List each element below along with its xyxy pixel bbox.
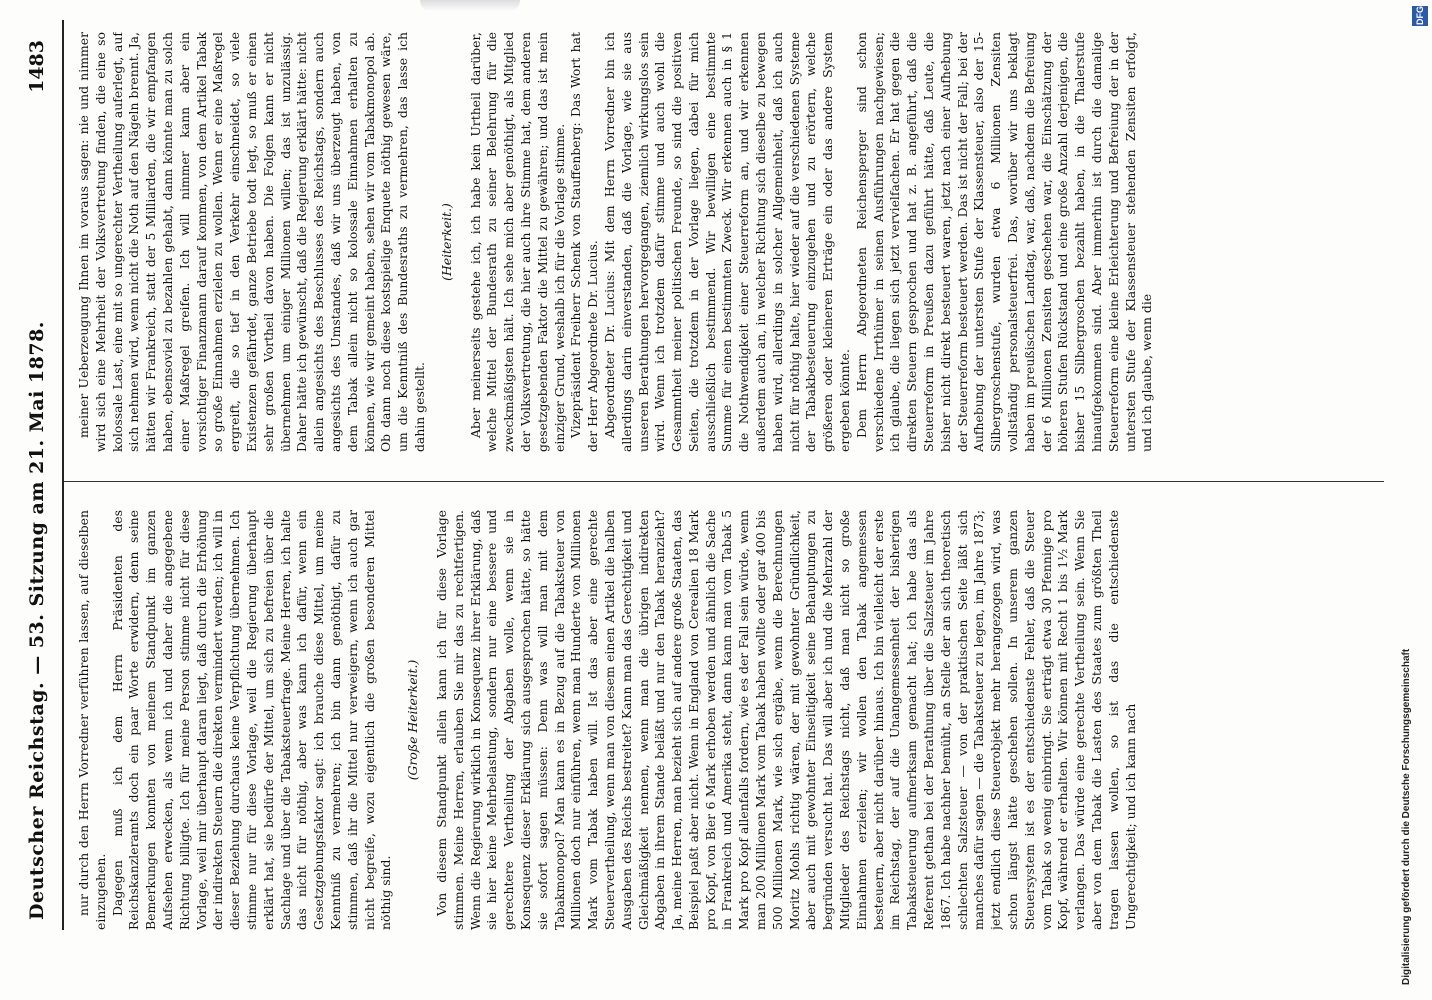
right-column xyxy=(76,32,1386,452)
header-title: Deutscher Reichstag. — 53. Sitzung am 21. Mai 1878. xyxy=(26,321,48,920)
left-paragraph-1: nur durch den Herrn Vorredner verführen lassen, auf dieselben einzugehen. xyxy=(76,510,108,930)
left-paragraph-3: Von diesem Standpunkt allein kann ich für diese Vorlage stimmen. Meine Herren, erlauben Sie mir das zu rechtfertigen. Wenn die Regierung wirklich in Konsequenz ihrer Erklärung, daß sie hier keine Mehrbelastung, sondern nur eine bessere und gerechtere Vertheilung der Abgaben wolle, wenn sie in Konsequenz dieser Erklärung sich ausgesprochen hätte, so hätte sie sofort sagen müssen: Denn was will man mit dem Tabakmonopol? Man kann es in Bezug auf die Tabaksteuer von Millionen doch nur einführen, wenn man Hunderte von Millionen Mark vom Tabak haben will. Ist das aber eine gerechte Steuervertheilung, wenn man von diesem einen Artikel die halben Ausgaben des Reichs bestreitet? Kann man das Gerechtigkeit und Gleichmäßigkeit nennen, wenn man die übrigen indirekten Abgaben in ihrem Stande beläßt und nur den Tabak heranzieht? Ja, meine Herren, man bezieht sich auf andere große Staaten, das Beispiel paßt aber nicht. Wenn in England von Cerealien 18 Mark pro Kopf, von Bier 6 Mark erhoben werden und ähnlich die Sache in Frankreich und Amerika steht, dann kann man vom Tabak 5 Mark pro Kopf allenfalls fordern, wie es der Fall sein würde, wenn man 200 Millionen Mark vom Tabak haben wollte oder gar 400 bis 500 Millionen Mark, wie sich ergäbe, wenn die Berechnungen Moritz Mohls richtig wären, der mit gewohnter Gründlichkeit, aber auch mit gewohnter Einseitigkeit seine Behauptungen zu begründen versucht hat. Das will aber ich und die Mehrzahl der Mitglieder des Reichstags nicht, daß man nicht so große Einnahmen erzielen; wir wollen den Tabak angemessen besteuern, aber nicht darüber hinaus. Ich bin vielleicht der erste im Reichstag, der auf die Unangemessenheit der bisherigen Tabaksteuerung aufmerksam gemacht hat; ich habe das als Referent gethan bei der Berathung über die Salzsteuer im Jahre 1867. Ich habe nachher bemüht, an Stelle der an sich theoretisch schlechten Salzsteuer — von der praktischen Seite läßt sich manches dafür sagen — die Tabaksteuer zu legen, im Jahre 1873; jetzt endlich diese Steuerobjekt mehr herangezogen wird, was schon längst hätte geschehen sollen. In unserem ganzen Steuersystem ist es der entschiedenste Fehler, daß die Steuer vom Tabak so wenig einbringt. Sie erträgt etwa 30 Pfennige pro Kopf, während er erhalten. Wir können mit Recht 1 bis 1½ Mark verlangen. Das würde eine gerechte Vertheilung sein. Wenn Sie aber von dem Tabak die Lasten des Staates zum größten Theil tragen lassen wollen, so ist das die entschiedenste Ungerechtigkeit; und ich kann nach xyxy=(433,510,1138,930)
left-paragraph-2: Dagegen muß ich dem Herrn Präsidenten des Reichskanzleramts doch ein paar Worte erwidern, denn seine Bemerkungen konnten von meinem Standpunkt im ganzen Aufsehen erwecken, als wenn ich und daher die angegebene Richtung billigte. Ich für meine Person stimme nicht für diese Vorlage, weil mir überhaupt daran liegt, daß durch die Erhöhung der indirekten Steuern die direkten vermindert werden; ich will in dieser Beziehung durchaus keine Verpflichtung übernehmen. Ich stimme nur für diese Vorlage, weil die Regierung überhaupt erklärt hat, sie bedürfe der Mittel, um sich zu befreien über die Sachlage und über die Tabaksteuerfrage. Meine Herren, ich halte das nicht für nöthig, aber was kann ich dafür, wenn ein Gesetzgebungsfaktor sagt: ich brauche diese Mittel, um meine Kenntniß zu vermehren; ich bin dann genöthigt, dafür zu stimmen, daß ihr die Mittel nur verweigern, wenn ich auch gar nicht begreife, wozu eigentlich die großen besonderen Mittel nöthig sind. xyxy=(109,510,394,930)
header-rule xyxy=(62,20,64,930)
left-column xyxy=(76,510,1386,930)
dfg-logo: DFG xyxy=(1412,6,1428,26)
left-laughter-note: (Große Heiterkeit.) xyxy=(405,659,421,781)
page-number: 1483 xyxy=(26,40,48,93)
dfg-credit-note: Digitalisierung gefördert durch die Deutsche Forschungsgemeinschaft xyxy=(1401,648,1412,985)
right-paragraph-4: Abgeordneter Dr. Lucius: Mit dem Herrn Vorredner bin ich allerdings darin einverstanden, daß die Vorlage, wie sie aus unseren Berathungen hervorgegangen, ziemlich wirkungslos sein wird. Wenn ich trotzdem dafür stimme und auch wohl die Gesammtheit meiner politischen Freunde, so sind die positiven Seiten, die trotzdem in der Vorlage liegen, dabei für mich ausschließlich bestimmend. Wir bewilligen eine bestimmte Summe für einen bestimmten Zweck. Wir erkennen auch in § 1 die Nothwendigkeit einer Steuerreform an, und wir erkennen außerdem auch an, in welcher Richtung sich dieselbe zu bewegen haben wird, allerdings in solcher Allgemeinheit, daß ich auch nicht für nöthig halte, hier wieder auf die verschiedenen Systeme der Tabakbesteuerung einzugehen und zu erörtern, welche größeren oder kleineren Erträge ein oder das andere System ergeben könnte. xyxy=(601,32,853,452)
right-paragraph-5: Dem Herrn Abgeordneten Reichensperger sind schon verschiedene Irrthümer in seinen Ausführungen nachgewiesen; ich glaube, die liegen sich jetzt vervielfachen. Er hat gegen die direkten Steuern gesprochen und hat z. B. angeführt, daß die Steuerreform in Preußen dazu geführt hätte, daß Leute, die bisher nicht direkt besteuert waren, jetzt nach einer Aufhebung der Steuerreform besteuert werden. Das ist nicht der Fall; bei der Aufhebung der untersten Stufe der Klassensteuer, also der 15-Silbergroschenstufe, wurden etwa 6 Millionen Zensiten vollständig personalsteuerfrei. Das, worüber wir uns beklagt haben im preußischen Landtag, war, daß, nachdem die Befreiung der 6 Millionen Zensiten geschehen war, die Einschätzung der höheren Stufen Rückstand und eine große Anzahl derjenigen, die bisher 15 Silbergroschen bezahlt haben, in die Thalerstufe hinaufgekommen sind. Aber immerhin ist durch die damalige Steuerreform eine kleine Erleichterung und Befreiung der in der untersten Stufe der Klassensteuer stehenden Zensiten erfolgt, und ich glaube, wenn die xyxy=(853,32,1155,452)
right-paragraph-2: Aber meinerseits gestehe ich, ich habe kein Urtheil darüber, welche Mittel der Bundesrath zu seiner Belehrung für die zweckmäßigsten hält. Ich sehe mich aber genöthigt, als Mitglied der Volksvertretung, die hier auch ihre Stimme hat, dem anderen gesetzgebenden Faktor die Mittel zu gewähren; und das ist mein einziger Grund, weshalb ich für die Vorlage stimme. xyxy=(467,32,567,452)
right-laughter-note: (Heiterkeit.) xyxy=(438,203,454,281)
running-header xyxy=(18,0,58,960)
right-paragraph-3: Vizepräsident Freiherr Schenk von Stauffenberg: Das Wort hat der Herr Abgeordnete Dr. Lucius. xyxy=(568,32,601,452)
column-separator xyxy=(64,481,1384,482)
right-paragraph-1: meiner Ueberzeugung Ihnen im voraus sagen: nie und nimmer wird sich eine Mehrheit der Volksvertretung finden, die eine so kolossale Last, eine mit so ungerechter Vertheilung auferlegt, auf sich nehmen wird, wenn nicht die Noth auf den Nägeln brennt. Ja, hätten wir Frankreich, statt der 5 Milliarden, die wir empfangen haben, ebensoviel zu bezahlen gehabt, dann könnte man zu solch einer Maßregel greifen. Ich will nimmer kann aber ein vorsichtiger Finanzmann darauf kommen, von dem Artikel Tabak so große Einnahmen erzielen zu wollen. Wenn er eine Maßregel ergreift, die so tief in den Verkehr einschneidet, so viele Existenzen gefährdet, ganze Betriebe todt legt, so muß er einen sehr großen Vortheil davon haben. Die Folgen kann er nicht übernehmen um einiger Millionen willen; das ist unzulässig. Daher hätte ich gewünscht, daß die Regierung erklärt hätte: nicht allein angesichts des Beschlusses des Reichstags, sondern auch angesichts des Umstandes, daß wir uns überzeugt haben, von dem Tabak allein nicht so kolossale Einnahmen erhalten zu können, wie wir gemeint haben, sehen wir vom Tabakmonopol ab. Ob dann noch diese kostspielige Enquete nöthig gewesen wäre, um die Kenntniß des Bundesraths zu vermehren, das lasse ich dahin gestellt. xyxy=(76,32,427,452)
